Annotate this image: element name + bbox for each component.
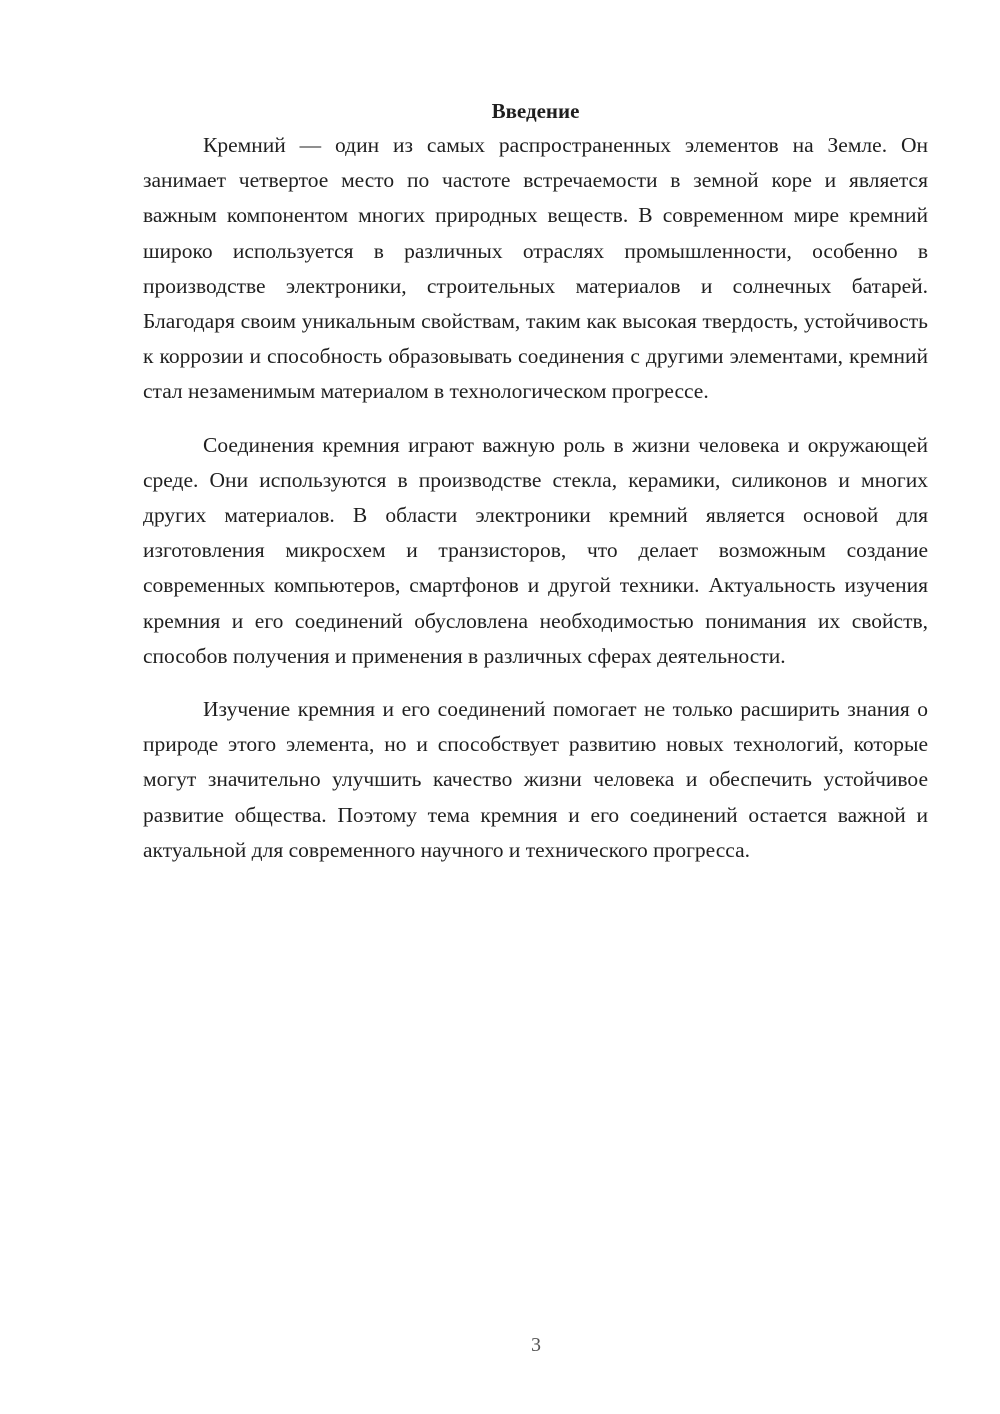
page-content <box>143 96 928 886</box>
paragraph-3: Изучение кремния и его соединений помогает не только расширить знания о природе этого элемента, но и способствует развитию новых технологий, которые могут значительно улучшить качество жизни человека и обеспечить устойчивое развитие общества. Поэтому тема кремния и его соединений остается важной и актуальной для современного научного и технического прогресса. <box>143 697 928 862</box>
paragraph-1: Кремний — один из самых распространенных элементов на Земле. Он занимает четвертое место по частоте встречаемости в земной коре и является важным компонентом многих природных веществ. В современном мире кремний широко используется в различных отраслях промышленности, особенно в производстве электроники, строительных материалов и солнечных батарей. Благодаря своим уникальным свойствам, таким как высокая твердость, устойчивость к коррозии и способность образовывать соединения с другими элементами, кремний стал незаменимым материалом в технологическом прогрессе. <box>143 133 928 404</box>
paragraph-2: Соединения кремния играют важную роль в жизни человека и окружающей среде. Они используются в производстве стекла, керамики, силиконов и многих других материалов. В области электроники кремний является основой для изготовления микросхем и транзисторов, что делает возможным создание современных компьютеров, смартфонов и другой техники. Актуальность изучения кремния и его соединений обусловлена необходимостью понимания их свойств, способов получения и применения в различных сферах деятельности. <box>143 432 928 668</box>
page-number: 3 <box>531 1334 541 1356</box>
section-heading: Введение <box>491 99 580 123</box>
